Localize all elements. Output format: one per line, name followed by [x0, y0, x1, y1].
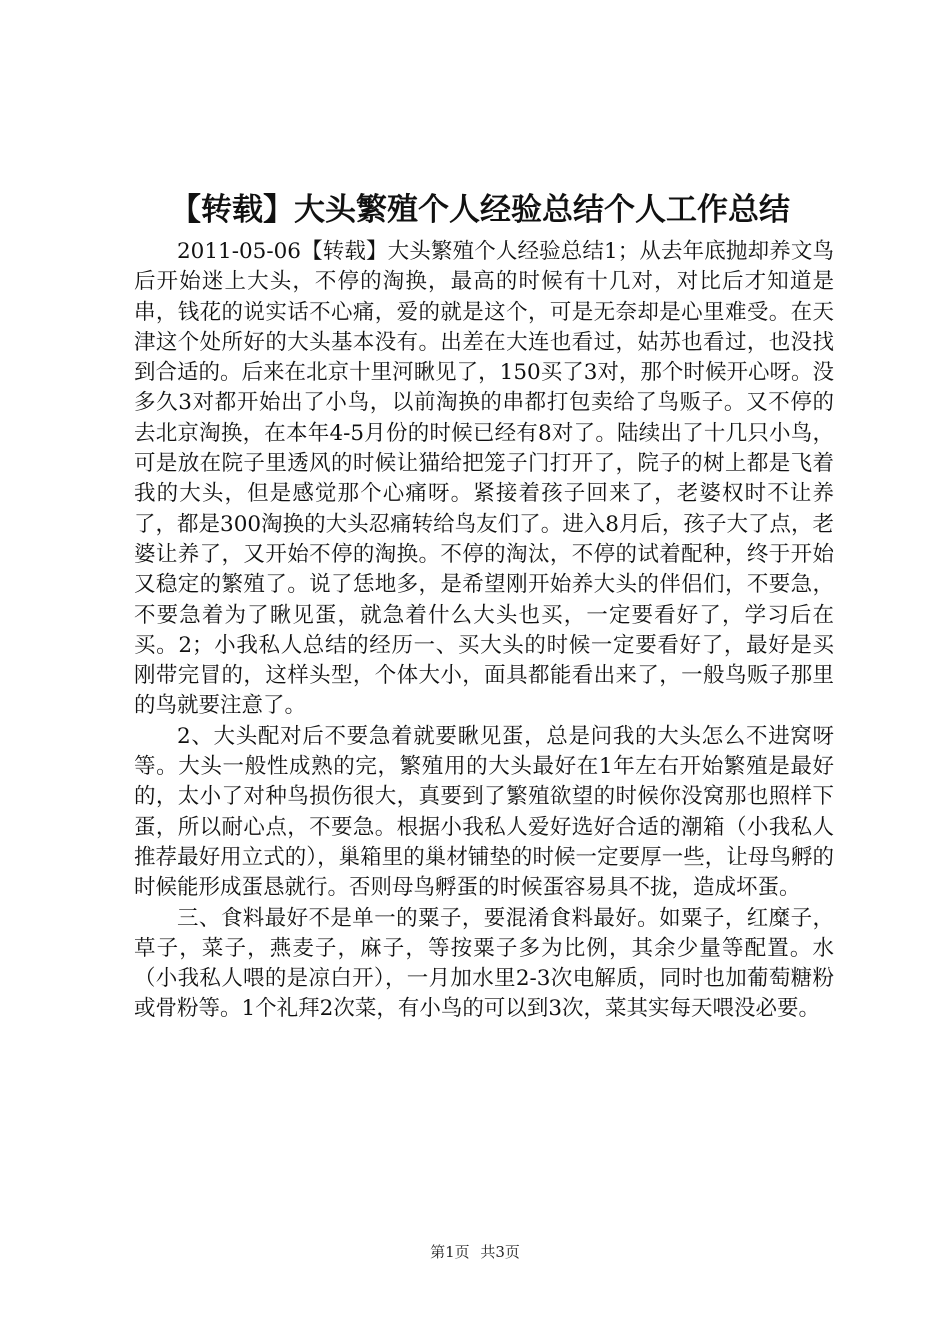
page-number-total: 共3页 [480, 1243, 520, 1261]
page-number-current: 第1页 [430, 1243, 470, 1261]
paragraph-1: 2011-05-06【转载】大头繁殖个人经验总结1；从去年底抛却养文鸟后开始迷上大头，不停的淘换，最高的时候有十几对，对比后才知道是串，钱花的说实话不心痛，爱的就是这个，可是无奈却是心里难受。在天津这个处所好的大头基本没有。出差在大连也看过，姑苏也看过，也没找到合适的。后来在北京十里河瞅见了，150买了3对，那个时候开心呀。没多久3对都开始出了小鸟，以前淘换的串都打包卖给了鸟贩子。又不停的去北京淘换，在本年4-5月份的时候已经有8对了。陆续出了十几只小鸟，可是放在院子里透风的时候让猫给把笼子门打开了，院子的树上都是飞着我的大头，但是感觉那个心痛呀。紧接着孩子回来了，老婆权时不让养了，都是300淘换的大头忍痛转给鸟友们了。进入8月后，孩子大了点，老婆让养了，又开始不停的淘换。不停的淘汰，不停的试着配种，终于开始又稳定的繁殖了。说了恁地多，是希望刚开始养大头的伴侣们，不要急，不要急着为了瞅见蛋，就急着什么大头也买，一定要看好了，学习后在买。2；小我私人总结的经历一、买大头的时候一定要看好了，最好是买刚带完冒的，这样头型，个体大小，面具都能看出来了，一般鸟贩子那里的鸟就要注意了。 [134, 239, 834, 719]
document-body [134, 237, 834, 1025]
paragraph-3: 三、食料最好不是单一的粟子，要混淆食料最好。如粟子，红糜子，草子，菜子，燕麦子，麻子，等按粟子多为比例，其余少量等配置。水（小我私人喂的是凉白开），一月加水里2-3次电解质，同时也加葡萄糖粉或骨粉等。1个礼拜2次菜，有小鸟的可以到3次，菜其实每天喂没必要。 [134, 905, 834, 1022]
page-footer [0, 1242, 950, 1262]
document-title: 【转载】大头繁殖个人经验总结个人工作总结 [170, 192, 790, 228]
paragraph-2: 2、大头配对后不要急着就要瞅见蛋，总是问我的大头怎么不进窝呀等。大头一般性成熟的完，繁殖用的大头最好在1年左右开始繁殖是最好的，太小了对种鸟损伤很大，真要到了繁殖欲望的时候你没窝那也照样下蛋，所以耐心点，不要急。根据小我私人爱好选好合适的潮箱（小我私人推荐最好用立式的），巢箱里的巢材铺垫的时候一定要厚一些，让母鸟孵的时候能形成蛋恳就行。否则母鸟孵蛋的时候蛋容易具不拢，造成坏蛋。 [134, 723, 834, 901]
